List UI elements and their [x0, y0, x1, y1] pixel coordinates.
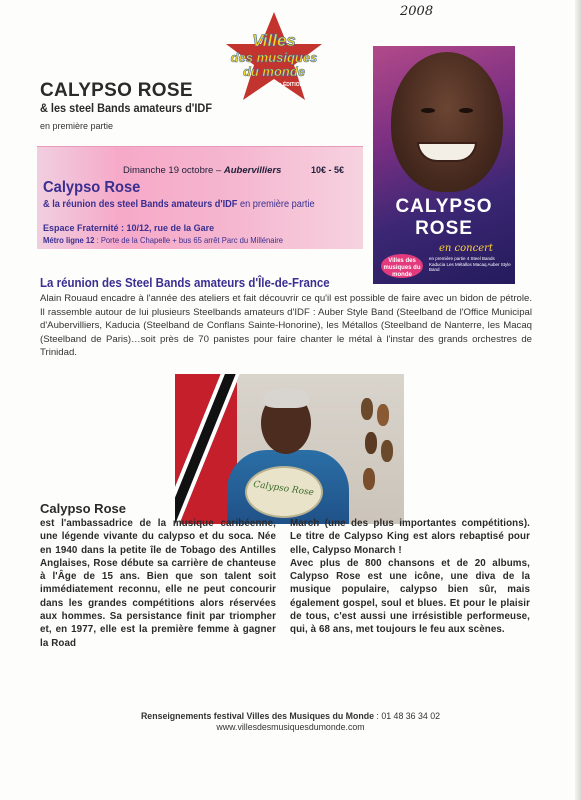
- mask-icon: [381, 440, 393, 462]
- event-banner: [37, 146, 363, 249]
- photo-masks: [359, 394, 399, 504]
- event-metro-details: : Porte de la Chapelle + bus 65 arrêt Parc du Millénaire: [94, 235, 284, 245]
- mask-icon: [363, 468, 375, 490]
- reunion-paragraph: Alain Rouaud encadre à l'année des ateliers et fait découvrir ce qu'il est possible de faire avec un bidon de pétrole. Il rassemble autour de lui plusieurs Steelbands amateurs d'IDF : Auber Style Band (Steelband de l'Office Municipal d'Aubervilliers, Kaducia (Steelband de Conflans Sainte-Honorine), les Métallos (Steelband de Nanterre, les Macaq (Steelband de Paris)…soit près de 70 panistes pour faire chanter le métal à l'instar des grands orchestres de Trinidad.: [40, 293, 532, 358]
- footer-website: www.villesdesmusiquesdumonde.com: [216, 722, 365, 732]
- event-metro: [43, 235, 283, 245]
- logo-line3: du monde: [242, 64, 306, 79]
- footer-info: [0, 711, 581, 721]
- bio-column-left: [40, 517, 276, 650]
- bio-paragraph: March (une des plus importantes compétitions). Le titre de Calypso King est alors rebaptisé pour elle, Calypso Monarch !: [290, 518, 530, 556]
- poster-subtitle: en concert: [439, 243, 493, 254]
- bio-column-right: [290, 517, 530, 637]
- page-title: CALYPSO ROSE: [40, 80, 193, 101]
- handwritten-year: 2008: [400, 4, 434, 19]
- concert-poster: [373, 46, 515, 284]
- poster-eye: [421, 108, 435, 113]
- poster-title-line1: CALYPSO: [395, 196, 493, 217]
- event-price: 10€ - 5€: [311, 165, 345, 175]
- logo-line2: des musiques: [230, 50, 318, 65]
- mask-icon: [377, 404, 389, 426]
- photo-hair: [263, 388, 309, 408]
- page-subtitle: & les steel Bands amateurs d'IDF: [40, 103, 212, 115]
- event-date: [123, 165, 281, 176]
- photo-plate-text: Calypso Rose: [252, 479, 315, 499]
- bio-heading: Calypso Rose: [40, 501, 126, 516]
- event-date-day: Dimanche 19 octobre: [123, 165, 214, 176]
- reunion-heading: La réunion des Steel Bands amateurs d'Île-de-France: [40, 276, 330, 290]
- mask-icon: [361, 398, 373, 420]
- poster-logo: Villes des musiques du monde: [381, 254, 423, 278]
- artist-photo: [175, 374, 404, 524]
- scan-edge: [575, 0, 581, 800]
- mask-icon: [365, 432, 377, 454]
- bio-paragraph: Avec plus de 800 chansons et de 20 albums, Calypso Rose est une icône, une diva de la musique populaire, calypso bien sûr, mais également gospel, soul et blues. Et pour le plaisir de tous, c'est aussi une irrésistible performeuse, qui, à 68 ans, met toujours le feu aux scènes.: [290, 557, 530, 636]
- event-address: Espace Fraternité : 10/12, rue de la Gare: [43, 223, 215, 233]
- poster-eye: [459, 108, 473, 113]
- footer-label: Renseignements festival Villes des Musiques du Monde: [140, 711, 374, 721]
- poster-title-line2: ROSE: [415, 218, 473, 239]
- footer-phone: : 01 48 36 34 02: [373, 711, 441, 721]
- festival-logo: [216, 10, 332, 106]
- poster-portrait: [391, 52, 503, 192]
- page-subnote: en première partie: [40, 121, 114, 131]
- event-city: Aubervilliers: [223, 165, 282, 176]
- event-lineup-suffix: en première partie: [237, 199, 315, 210]
- logo-edition: 9ème ÉDITION: [268, 82, 304, 88]
- event-title: Calypso Rose: [43, 179, 141, 196]
- event-lineup: [43, 199, 315, 210]
- bio-paragraph: est l'ambassadrice de la musique caribéenne, une légende vivante du calypso et du soca. Née en 1940 dans la petite île de Tobago des Antilles Anglaises, Rose débute sa carrière de chanteuse à l'Âge de 15 ans. Bien que son talent soit immédiatement reconnu, elle ne peut concourir dans les grandes compétitions alors réservées aux hommes. Sa persistance finit par triompher et, en 1977, elle est la première femme à gagner la Road: [40, 518, 276, 649]
- event-lineup-main: & la réunion des steel Bands amateurs d'IDF: [43, 199, 238, 210]
- poster-small-text: en première partie 4 Steel Bands Kaducia Les Métallos Macaq Auber Style Band: [429, 256, 511, 272]
- logo-line1: Villes: [252, 31, 296, 50]
- event-date-sep: –: [213, 165, 224, 176]
- event-metro-line: Métro ligne 12: [43, 235, 95, 245]
